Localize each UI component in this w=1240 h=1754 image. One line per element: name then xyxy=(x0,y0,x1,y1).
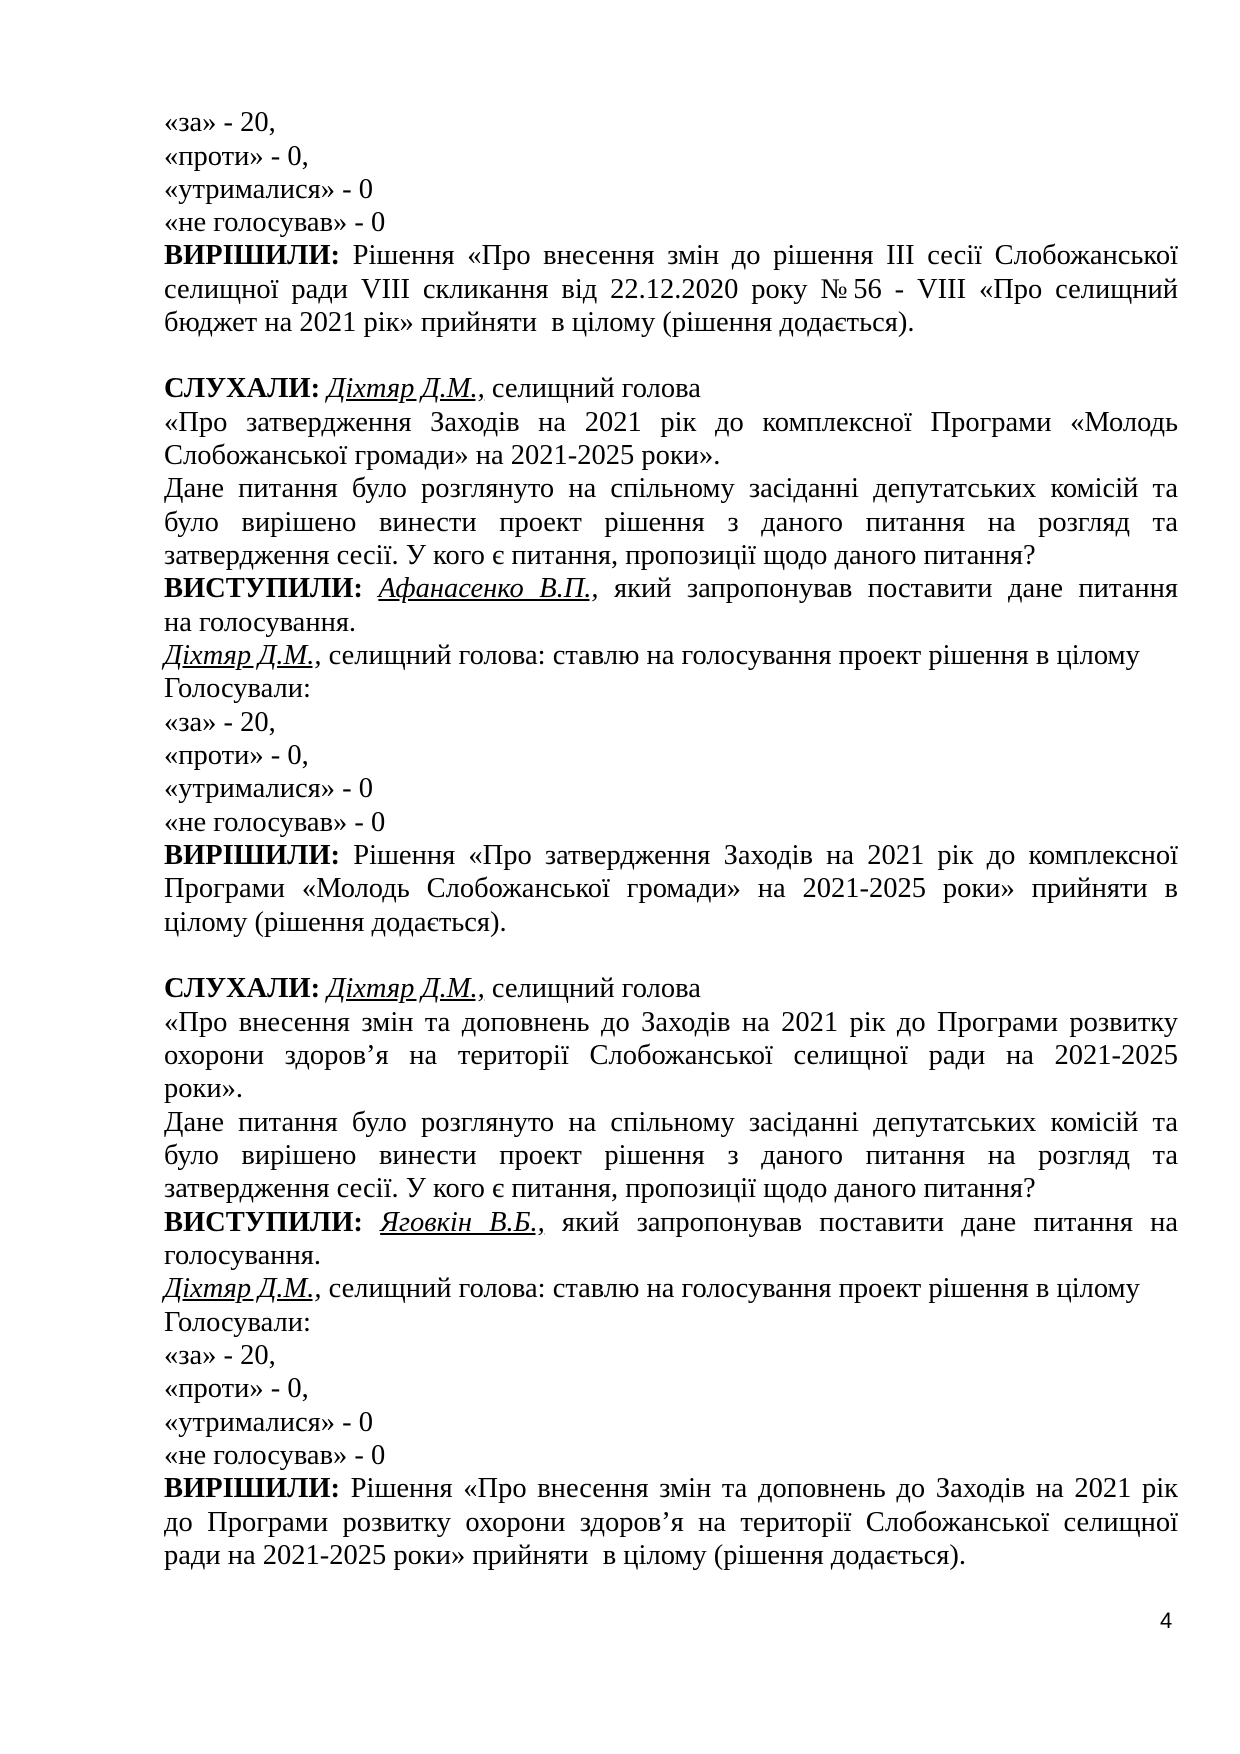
spoke-text-line: голосування. xyxy=(164,1240,322,1271)
heard-line xyxy=(164,972,701,1006)
info-line: затвердження сесії. У кого є питання, пропозиції щодо даного питання? xyxy=(164,540,1036,571)
decision-line xyxy=(164,839,1178,873)
vote-abstain-line: «утрималися» - 0 xyxy=(164,773,374,804)
spoke-text: який запропонував поставити дане питання на xyxy=(544,1207,1179,1238)
vote-for-line: «за» - 20, xyxy=(164,707,276,738)
spoke-text: який запропонував поставити дане питання xyxy=(598,573,1178,604)
heard-line xyxy=(164,372,701,406)
vote-for-line: «за» - 20, xyxy=(164,1340,276,1371)
info-line: затвердження сесії. У кого є питання, пропозиції щодо даного питання? xyxy=(164,1173,1036,1204)
chair-text: селищний голова: ставлю на голосування проект рішення в цілому xyxy=(321,640,1140,671)
vote-against-line: «проти» - 0, xyxy=(164,740,309,771)
vote-none-line: «не голосував» - 0 xyxy=(164,207,386,238)
decided-label: ВИРІШИЛИ: xyxy=(164,240,341,271)
decided-label: ВИРІШИЛИ: xyxy=(164,840,341,871)
spoke-label: ВИСТУПИЛИ: xyxy=(164,573,363,604)
speaker-role: селищний голова xyxy=(484,373,701,404)
info-line: було вирішено винести проект рішення з даного питання на розгляд та xyxy=(164,1140,1178,1171)
vote-none-line: «не голосував» - 0 xyxy=(164,807,386,838)
decision-text: Рішення «Про внесення змін до рішення ІІІ сесії Слобожанської xyxy=(340,240,1178,271)
spoke-line xyxy=(164,572,1178,606)
topic-line: «Про затвердження Заходів на 2021 рік до комплексної Програми «Молодь xyxy=(164,407,1178,438)
decision-line xyxy=(164,239,1178,273)
decision-text: Рішення «Про внесення змін та доповнень до Заходів на 2021 рік xyxy=(340,1473,1178,1504)
chair-line xyxy=(164,1272,1140,1306)
speaker-name: Діхтяр Д.М., xyxy=(327,373,485,404)
decision-text-line: цілому (рішення додається). xyxy=(164,907,507,938)
speaker-name: Діхтяр Д.М., xyxy=(164,640,322,671)
spoke-label: ВИСТУПИЛИ: xyxy=(164,1207,363,1238)
info-line: Дане питання було розглянуто на спільному засіданні депутатських комісій та xyxy=(164,473,1178,504)
decision-text-line: ради на 2021-2025 роки» прийняти в цілому (рішення додається). xyxy=(164,1540,966,1571)
heard-label: СЛУХАЛИ: xyxy=(164,373,321,404)
decision-text: Рішення «Про затвердження Заходів на 2021 рік до комплексної xyxy=(340,840,1178,871)
decision-line xyxy=(164,1472,1178,1506)
page-number: 4 xyxy=(1160,1608,1173,1633)
info-line: Дане питання було розглянуто на спільному засіданні депутатських комісій та xyxy=(164,1107,1178,1138)
vote-for-line: «за» - 20, xyxy=(164,107,276,138)
info-line: було вирішено винести проект рішення з даного питання на розгляд та xyxy=(164,507,1178,538)
speaker-name: Діхтяр Д.М., xyxy=(164,1273,322,1304)
vote-against-line: «проти» - 0, xyxy=(164,1373,309,1404)
decided-label: ВИРІШИЛИ: xyxy=(164,1473,341,1504)
topic-line: Слобожанської громади» на 2021-2025 роки». xyxy=(164,440,721,471)
speaker-name: Афанасенко В.П., xyxy=(378,573,599,604)
topic-line: роки». xyxy=(164,1073,243,1104)
speaker-name: Яговкін В.Б., xyxy=(380,1207,545,1238)
speaker-name: Діхтяр Д.М., xyxy=(327,973,485,1004)
speaker-role: селищний голова xyxy=(484,973,701,1004)
chair-text: селищний голова: ставлю на голосування проект рішення в цілому xyxy=(321,1273,1140,1304)
vote-abstain-line: «утрималися» - 0 xyxy=(164,1407,374,1438)
spoke-text-line: на голосування. xyxy=(164,607,357,638)
topic-line: охорони здоров’я на території Слобожанської селищної ради на 2021-2025 xyxy=(164,1040,1178,1071)
topic-line: «Про внесення змін та доповнень до Заходів на 2021 рік до Програми розвитку xyxy=(164,1007,1178,1038)
vote-abstain-line: «утрималися» - 0 xyxy=(164,174,374,205)
voted-label: Голосували: xyxy=(164,1307,311,1338)
decision-text-line: до Програми розвитку охорони здоров’я на території Слобожанської селищної xyxy=(164,1507,1178,1538)
chair-line xyxy=(164,639,1140,673)
voted-label: Голосували: xyxy=(164,673,311,704)
decision-text-line: селищної ради VIІІ скликання від 22.12.2020 року №56 - VIII «Про селищний xyxy=(164,274,1178,305)
vote-none-line: «не голосував» - 0 xyxy=(164,1440,386,1471)
spoke-line xyxy=(164,1206,1178,1240)
decision-text-line: бюджет на 2021 рік» прийняти в цілому (рішення додається). xyxy=(164,307,915,338)
vote-against-line: «проти» - 0, xyxy=(164,141,309,172)
heard-label: СЛУХАЛИ: xyxy=(164,973,321,1004)
decision-text-line: Програми «Молодь Слобожанської громади» на 2021-2025 роки» прийняти в xyxy=(164,873,1178,904)
